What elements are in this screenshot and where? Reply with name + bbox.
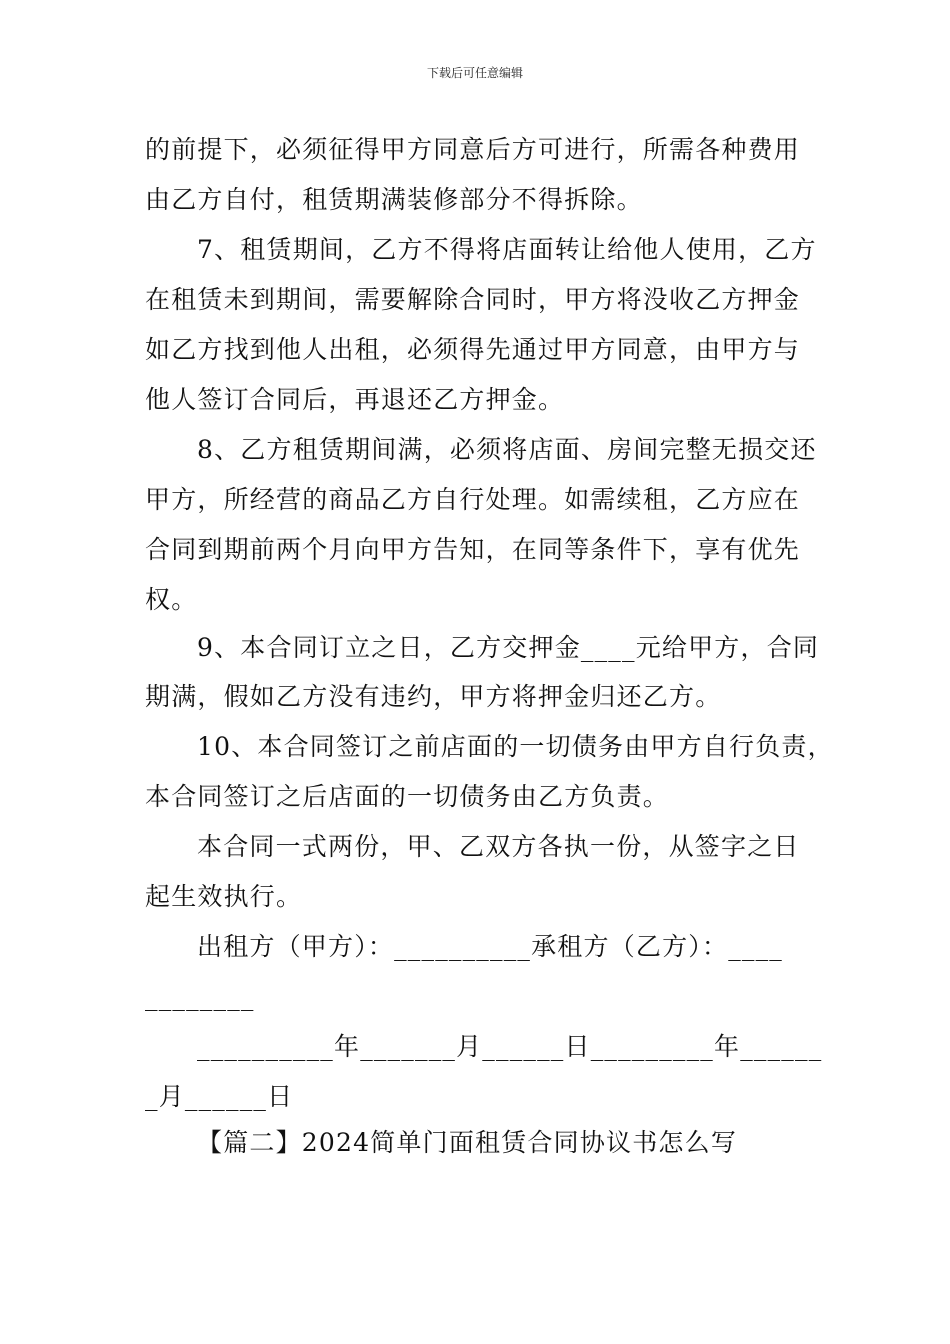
copies-clause-line: 本合同一式两份，甲、乙双方各执一份，从签字之日 — [197, 832, 800, 861]
signature-parties-line: 出租方（甲方）：__________承租方（乙方）：____ — [197, 932, 784, 961]
paragraph-line: 的前提下，必须征得甲方同意后方可进行，所需各种费用 — [145, 135, 801, 164]
paragraph-line: 合同到期前两个月向甲方告知，在同等条件下，享有优先 — [145, 535, 801, 564]
paragraph-line: 甲方，所经营的商品乙方自行处理。如需续租，乙方应在 — [145, 485, 801, 514]
paragraph-line: 由乙方自付，租赁期满装修部分不得拆除。 — [145, 185, 643, 214]
paragraph-line: 他人签订合同后，再退还乙方押金。 — [145, 385, 565, 414]
paragraph-line: 如乙方找到他人出租，必须得先通过甲方同意，由甲方与 — [145, 335, 801, 364]
paragraph-line: 权。 — [145, 585, 198, 614]
paragraph-line: 在租赁未到期间，需要解除合同时，甲方将没收乙方押金 — [145, 285, 801, 314]
clause-10-line: 10、本合同签订之前店面的一切债务由甲方自行负责， — [197, 732, 834, 761]
clause-7-line: 7、租赁期间，乙方不得将店面转让给他人使用，乙方 — [197, 235, 817, 264]
signature-date-line: __________年_______月______日_________年______ — [197, 1032, 823, 1061]
section-heading: 【篇二】2024简单门面租赁合同协议书怎么写 — [197, 1128, 738, 1157]
clause-8-line: 8、乙方租赁期间满，必须将店面、房间完整无损交还 — [197, 435, 817, 464]
paragraph-line: 期满，假如乙方没有违约，甲方将押金归还乙方。 — [145, 682, 722, 711]
paragraph-line: 起生效执行。 — [145, 882, 303, 911]
signature-blank-line: ________ — [145, 982, 255, 1011]
paragraph-line: 本合同签订之后店面的一切债务由乙方负责。 — [145, 782, 670, 811]
page-header: 下载后可任意编辑 — [426, 66, 523, 80]
clause-9-line: 9、本合同订立之日，乙方交押金____元给甲方，合同 — [197, 633, 820, 662]
signature-date-line: _月______日 — [145, 1082, 294, 1111]
